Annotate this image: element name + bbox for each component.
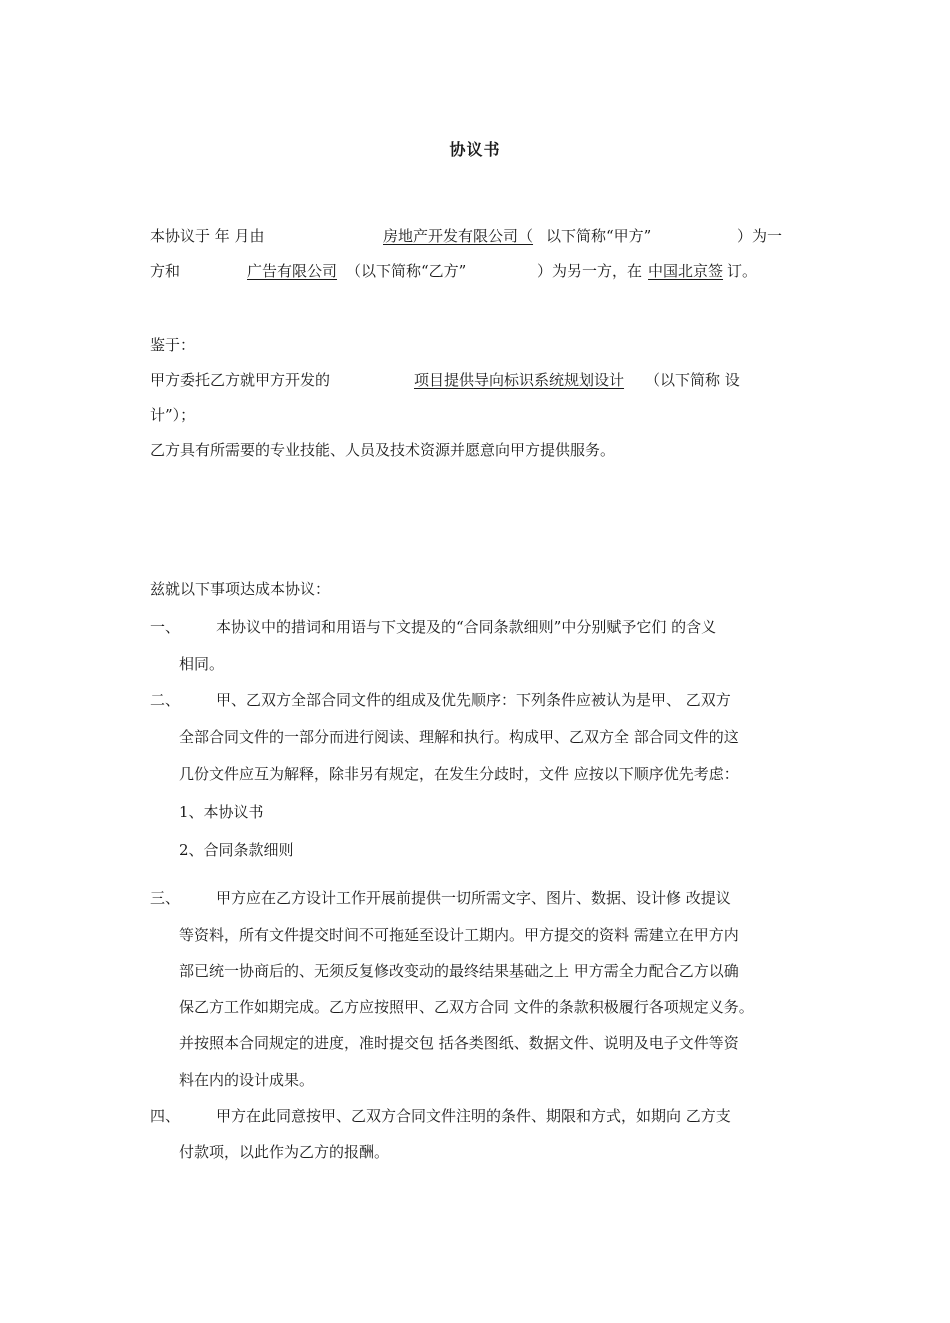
whereas-label: 鉴于： (150, 336, 196, 354)
priority-item-2: 2、合同条款细则 (179, 841, 294, 859)
clause-number: 三、 (150, 889, 181, 907)
clause-line: 等资料，所有文件提交时间不可拖延至设计工期内。甲方提交的资料 需建立在甲方内 (179, 926, 739, 944)
party-a-alias: 以下简称“甲方” (546, 227, 652, 245)
clause-number: 一、 (150, 618, 181, 636)
clause-line: 保乙方工作如期完成。乙方应按照甲、乙双方合同 文件的条款积极履行各项规定义务。 (179, 998, 754, 1016)
intro-line-1-end: ）为一 (737, 227, 783, 245)
party-a-name: 房地产开发有限公司（ (383, 227, 534, 245)
whereas-1-alias: （以下简称 设 (645, 371, 740, 389)
signing-location: 中国北京签 (648, 262, 724, 280)
clause-line: 付款项，以此作为乙方的报酬。 (179, 1143, 390, 1161)
intro-date-text: 本协议于 年 月由 (150, 227, 265, 245)
priority-item-1: 1、本协议书 (179, 803, 264, 821)
party-b-alias: （以下简称“乙方” (346, 262, 467, 280)
whereas-1-text: 甲方委托乙方就甲方开发的 (150, 371, 331, 389)
intro-party-text: 方和 (150, 262, 181, 280)
whereas-1-end: 计”）； (150, 406, 196, 424)
intro-location-text: ）为另一方，在 (537, 262, 643, 280)
clause-line: 甲方在此同意按甲、乙双方合同文件注明的条件、期限和方式，如期向 乙方支 (216, 1107, 731, 1125)
agreement-lead: 兹就以下事项达成本协议： (150, 580, 331, 598)
clause-line: 相同。 (179, 655, 225, 673)
clause-line: 本协议中的措词和用语与下文提及的“合同条款细则”中分别赋予它们 的含义 (216, 618, 717, 636)
clause-line: 料在内的设计成果。 (179, 1071, 315, 1089)
clause-line: 并按照本合同规定的进度，准时提交包 括各类图纸、数据文件、说明及电子文件等资 (179, 1034, 739, 1052)
clause-line: 甲方应在乙方设计工作开展前提供一切所需文字、图片、数据、设计修 改提议 (216, 889, 731, 907)
clause-number: 四、 (150, 1107, 181, 1125)
clause-line: 甲、乙双方全部合同文件的组成及优先顺序：下列条件应被认为是甲、 乙双方 (216, 691, 731, 709)
clause-line: 全部合同文件的一部分而进行阅读、理解和执行。构成甲、乙双方全 部合同文件的这 (179, 728, 739, 746)
clause-line: 部已统一协商后的、无须反复修改变动的最终结果基础之上 甲方需全力配合乙方以确 (179, 962, 739, 980)
whereas-paragraph-2: 乙方具有所需要的专业技能、人员及技术资源并愿意向甲方提供服务。 (150, 441, 616, 459)
intro-line-2-end: 订。 (727, 262, 758, 280)
clause-number: 二、 (150, 691, 181, 709)
party-b-name: 广告有限公司 (247, 262, 338, 280)
project-name: 项目提供导向标识系统规划设计 (414, 371, 625, 389)
clause-line: 几份文件应互为解释，除非另有规定，在发生分歧时，文件 应按以下顺序优先考虑： (179, 765, 739, 783)
document-title: 协议书 (449, 140, 501, 159)
